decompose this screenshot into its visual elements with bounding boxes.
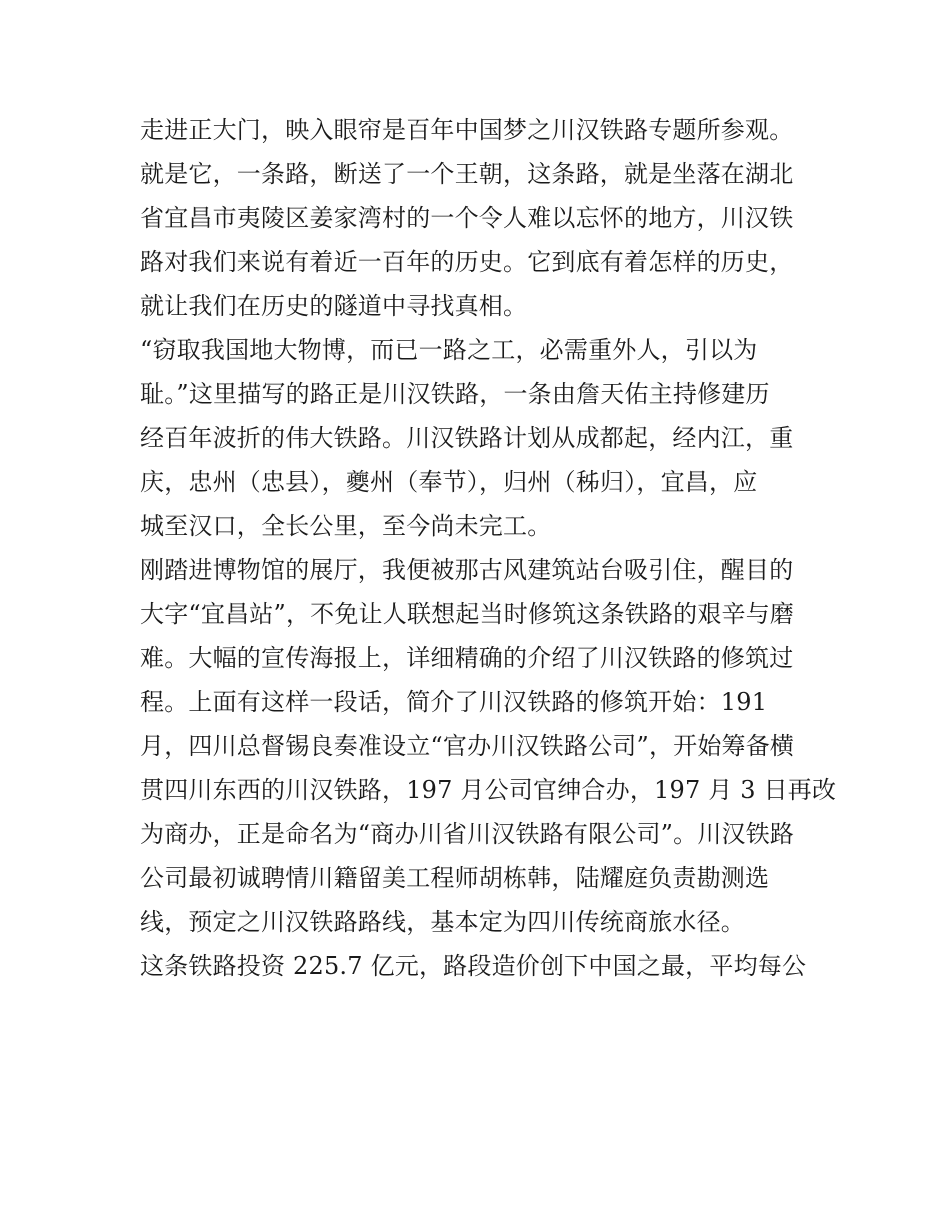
text-line: “窃取我国地大物博，而已一路之工，必需重外人，引以为 [140, 336, 758, 364]
text-line: 就是它，一条路，断送了一个王朝，这条路，就是坐落在湖北 [140, 160, 794, 188]
text-line: 公司最初诚聘情川籍留美工程师胡栋韩，陆耀庭负责勘测选 [140, 864, 770, 892]
text-line: 城至汉口，全长公里，至今尚未完工。 [140, 512, 552, 540]
text-line: 省宜昌市夷陵区姜家湾村的一个令人难以忘怀的地方，川汉铁 [140, 204, 794, 232]
text-line: 为商办，正是命名为“商办川省川汉铁路有限公司”。川汉铁路 [140, 820, 795, 848]
text-line: 耻。”这里描写的路正是川汉铁路，一条由詹天佑主持修建历 [140, 380, 770, 408]
text-line: 程。上面有这样一段话，简介了川汉铁路的修筑开始：191 [140, 688, 768, 716]
paragraph-2 [140, 328, 830, 548]
text-line: 庆，忠州（忠县），夔州（奉节），归州（秭归），宜昌，应 [140, 468, 758, 496]
text-line: 路对我们来说有着近一百年的历史。它到底有着怎样的历史， [140, 248, 794, 276]
text-line: 月，四川总督锡良奏准设立“官办川汉铁路公司”，开始筹备横 [140, 732, 795, 760]
text-line: 难。大幅的宣传海报上，详细精确的介绍了川汉铁路的修筑过 [140, 644, 794, 672]
text-line: 线，预定之川汉铁路路线，基本定为四川传统商旅水径。 [140, 908, 745, 936]
text-line: 走进正大门，映入眼帘是百年中国梦之川汉铁路专题所参观。 [140, 116, 794, 144]
text-line: 就让我们在历史的隧道中寻找真相。 [140, 292, 528, 320]
text-line: 刚踏进博物馆的展厅，我便被那古风建筑站台吸引住，醒目的 [140, 556, 794, 584]
paragraph-3 [140, 548, 837, 944]
paragraph-1 [140, 108, 830, 328]
text-line: 这条铁路投资 225.7 亿元，路段造价创下中国之最，平均每公 [140, 952, 807, 980]
text-line: 大字“宜昌站”，不免让人联想起当时修筑这条铁路的艰辛与磨 [140, 600, 795, 628]
article-body [140, 108, 837, 988]
paragraph-4 [140, 944, 830, 988]
text-line: 贯四川东西的川汉铁路，197 月公司官绅合办，197 月 3 日再改 [140, 776, 837, 804]
text-line: 经百年波折的伟大铁路。川汉铁路计划从成都起，经内江，重 [140, 424, 794, 452]
